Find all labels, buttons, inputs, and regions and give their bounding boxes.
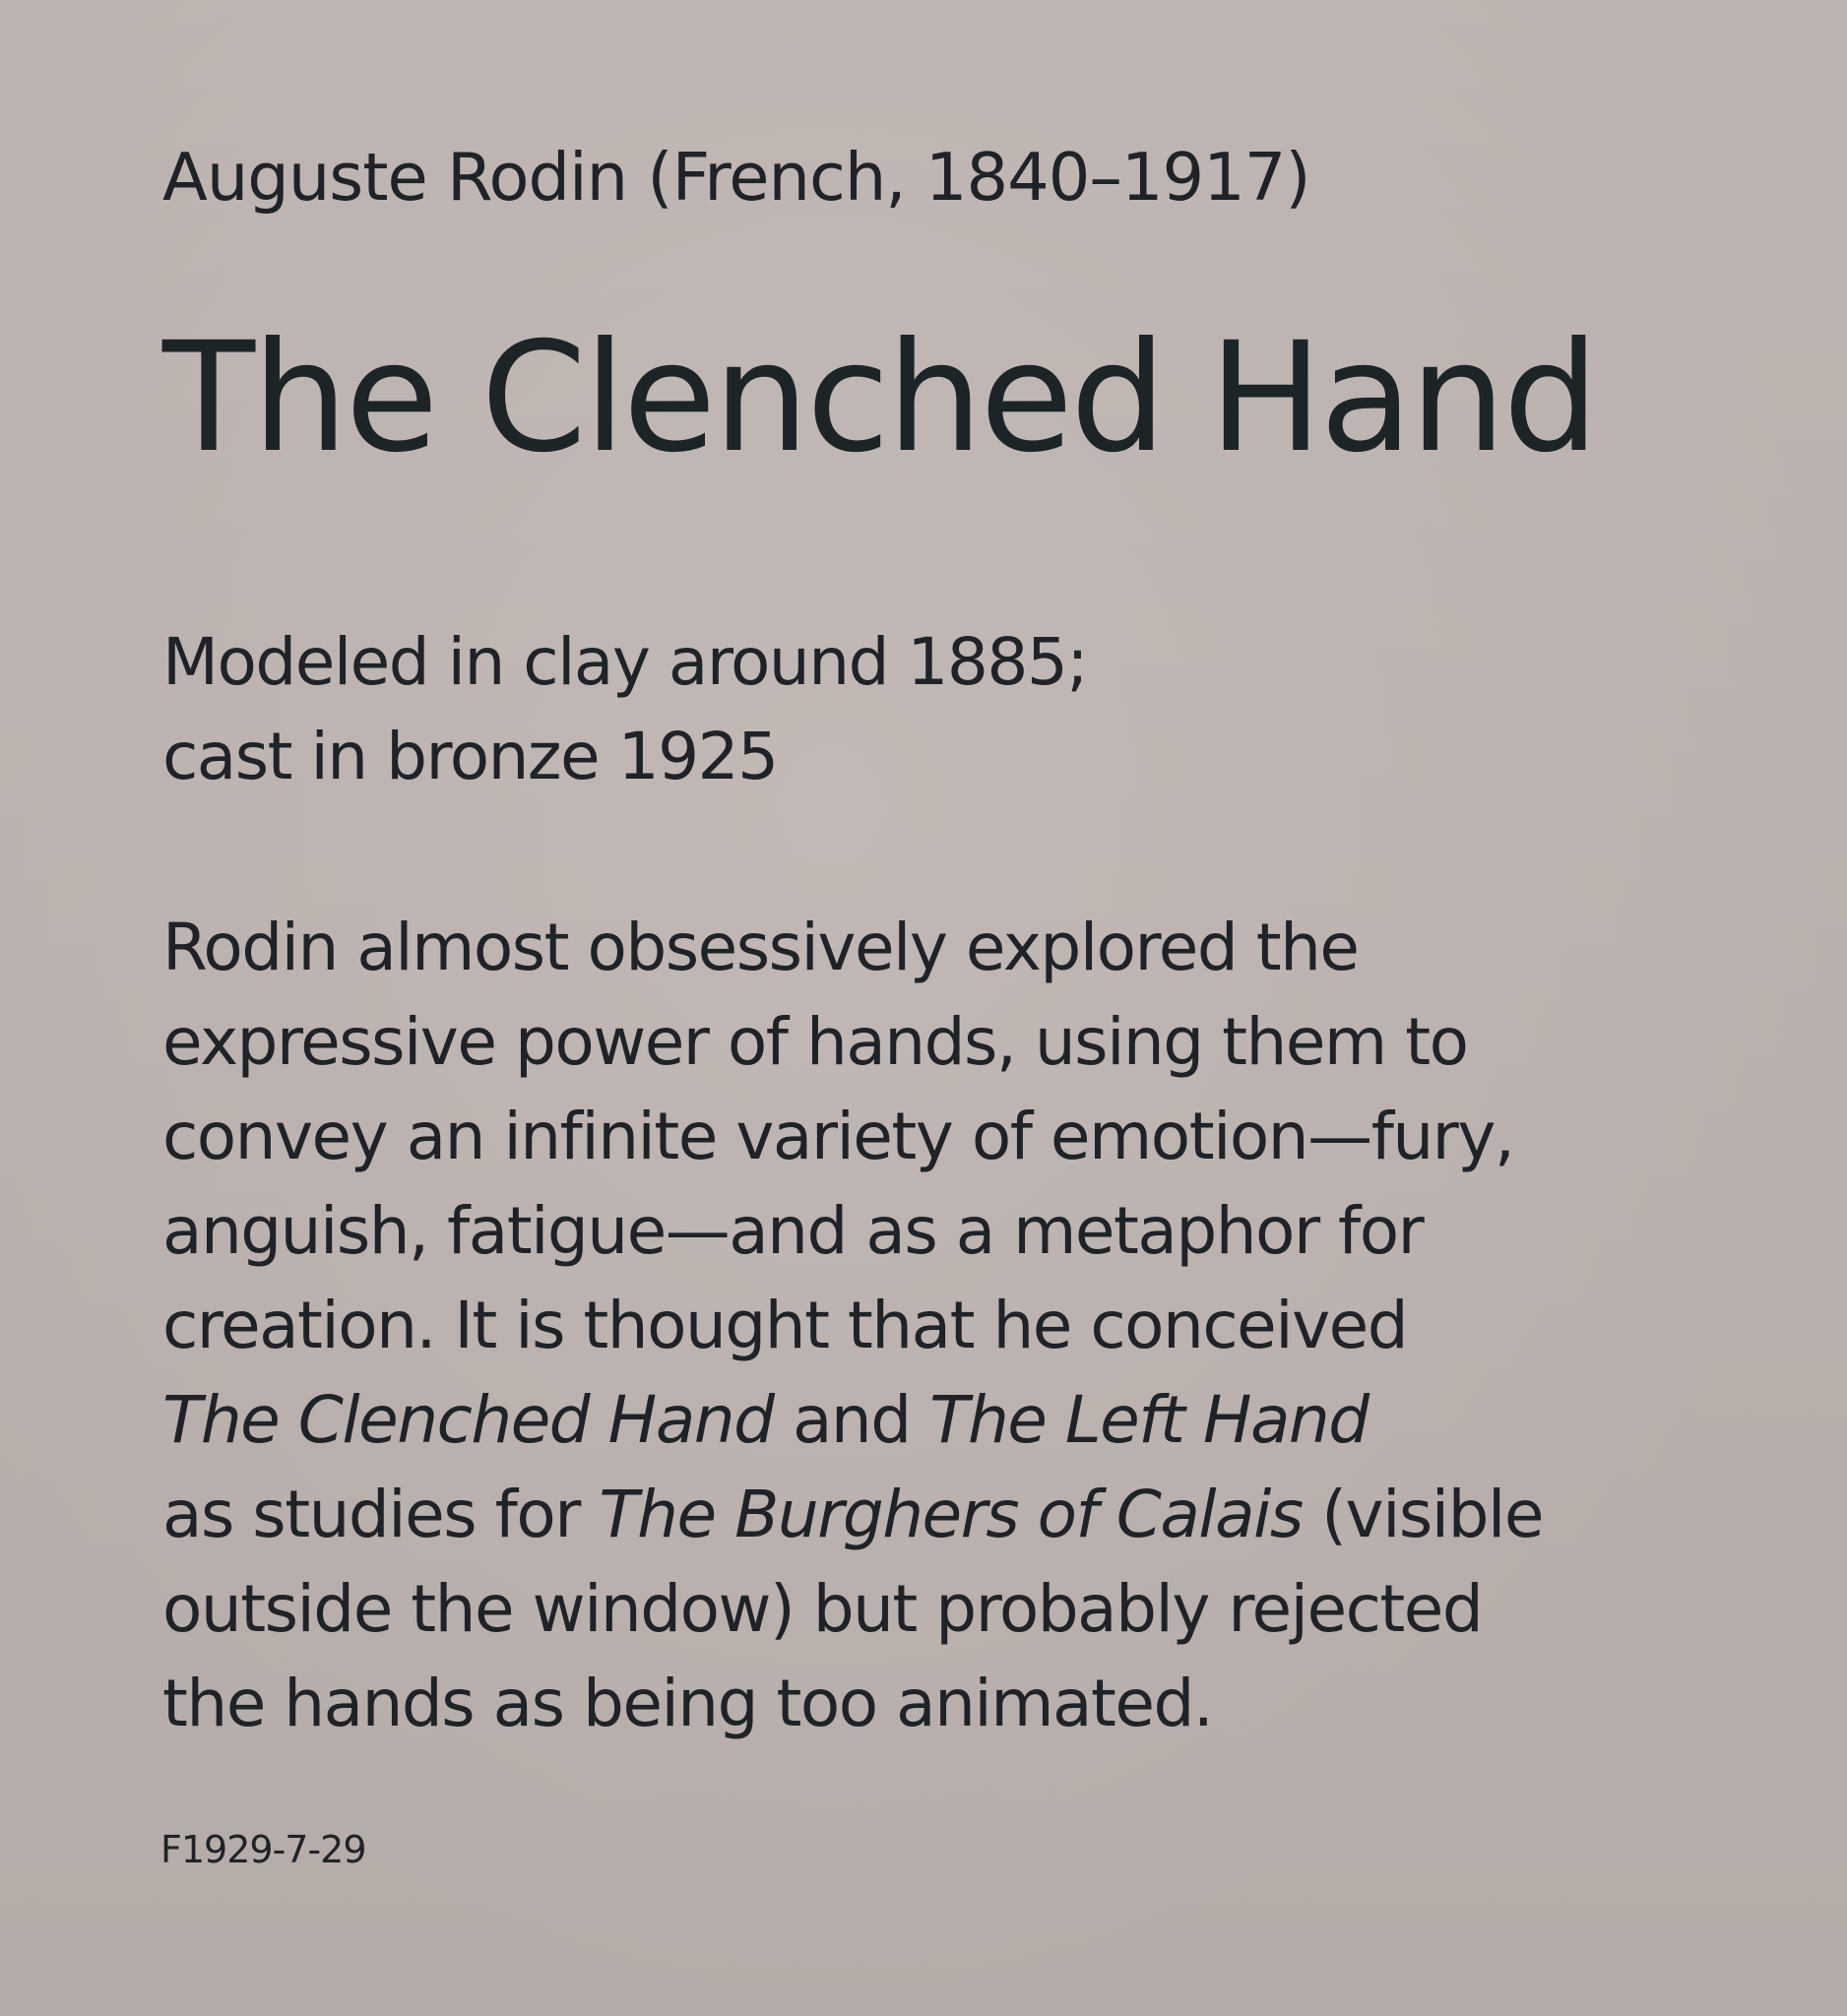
artwork-date [162,615,1087,804]
description-line-1: Rodin almost obsessively explored the [162,910,1359,985]
description-text: (visible [1302,1477,1543,1552]
description-line-5: creation. It is thought that he conceived [162,1288,1408,1363]
description-line-8: outside the window) but probably rejected [162,1571,1483,1647]
description-line-7 [162,1468,1543,1562]
description-line-6 [162,1373,1543,1468]
description-text: and [773,1382,930,1458]
description [162,901,1543,1751]
italic-title-clenched-hand: The Clenched Hand [162,1382,774,1458]
artwork-title: The Clenched Hand [162,310,1597,486]
italic-title-left-hand: The Left Hand [929,1382,1369,1458]
description-line-4: anguish, fatigue—and as a metaphor for [162,1193,1424,1269]
date-line-2: cast in bronze 1925 [162,719,778,794]
description-line-2: expressive power of hands, using them to [162,1004,1468,1080]
description-text: as studies for [162,1477,600,1552]
accession-number: F1929-7-29 [160,1828,366,1871]
description-line-3: convey an infinite variety of emotion—fury, [162,1099,1514,1174]
italic-title-burghers-of-calais: The Burghers of Calais [599,1477,1303,1552]
date-line-1: Modeled in clay around 1885; [162,624,1088,700]
artist-line: Auguste Rodin (French, 1840–1917) [162,139,1310,216]
description-line-9: the hands as being too animated. [162,1666,1213,1741]
